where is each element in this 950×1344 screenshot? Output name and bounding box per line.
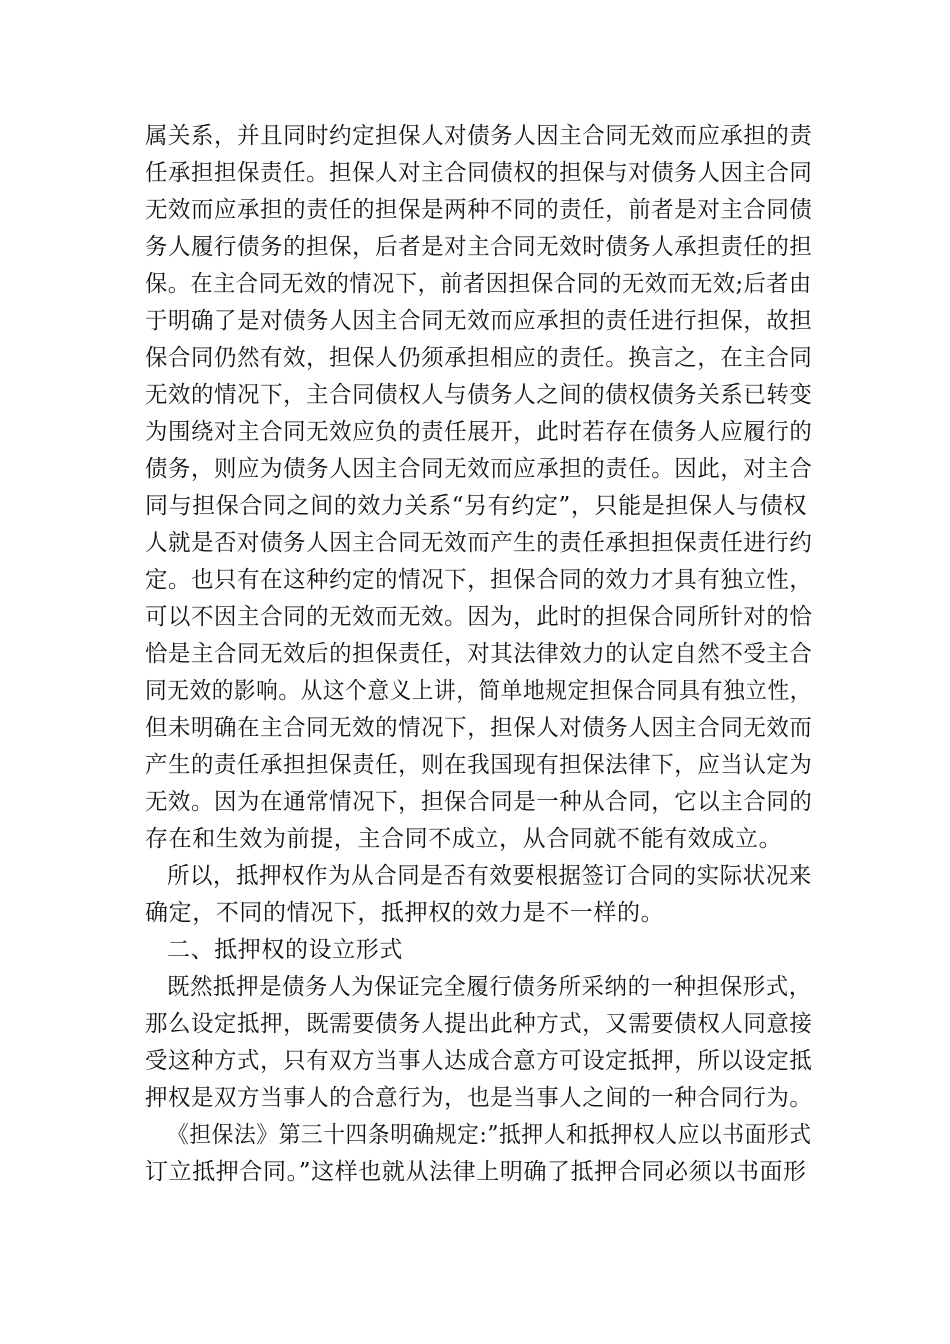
text-line: 任承担担保责任。担保人对主合同债权的担保与对债务人因主合同 bbox=[145, 160, 813, 186]
text-line: 但未明确在主合同无效的情况下，担保人对债务人因主合同无效而 bbox=[145, 715, 813, 741]
text-line: 于明确了是对债务人因主合同无效而应承担的责任进行担保，故担 bbox=[145, 308, 813, 334]
text-line: 为围绕对主合同无效应负的责任展开，此时若存在债务人应履行的 bbox=[145, 419, 813, 445]
text-line: 同与担保合同之间的效力关系“另有约定”，只能是担保人与债权 bbox=[145, 493, 807, 519]
text-line: 可以不因主合同的无效而无效。因为，此时的担保合同所针对的恰 bbox=[145, 604, 813, 630]
text-line: 既然抵押是债务人为保证完全履行债务所采纳的一种担保形式， bbox=[167, 974, 812, 1000]
text-line: 押权是双方当事人的合意行为，也是当事人之间的一种合同行为。 bbox=[145, 1085, 813, 1111]
text-line: 《担保法》第三十四条明确规定:”抵押人和抵押权人应以书面形式 bbox=[167, 1122, 812, 1148]
section-heading: 二、抵押权的设立形式 bbox=[167, 937, 403, 963]
text-line: 保。在主合同无效的情况下，前者因担保合同的无效而无效;后者由 bbox=[145, 271, 812, 297]
text-line: 无效而应承担的责任的担保是两种不同的责任，前者是对主合同债 bbox=[145, 197, 813, 223]
text-line: 无效的情况下，主合同债权人与债务人之间的债权债务关系已转变 bbox=[145, 382, 813, 408]
text-line: 务人履行债务的担保，后者是对主合同无效时债务人承担责任的担 bbox=[145, 234, 813, 260]
text-line: 属关系，并且同时约定担保人对债务人因主合同无效而应承担的责 bbox=[145, 123, 813, 149]
text-line: 无效。因为在通常情况下，担保合同是一种从合同，它以主合同的 bbox=[145, 789, 813, 815]
text-line: 确定，不同的情况下，抵押权的效力是不一样的。 bbox=[145, 900, 665, 926]
text-line: 同无效的影响。从这个意义上讲，简单地规定担保合同具有独立性， bbox=[145, 678, 812, 704]
text-line: 那么设定抵押，既需要债务人提出此种方式，又需要债权人同意接 bbox=[145, 1011, 813, 1037]
text-line: 人就是否对债务人因主合同无效而产生的责任承担担保责任进行约 bbox=[145, 530, 813, 556]
text-line: 存在和生效为前提，主合同不成立，从合同就不能有效成立。 bbox=[145, 826, 783, 852]
text-line: 债务，则应为债务人因主合同无效而应承担的责任。因此，对主合 bbox=[145, 456, 813, 482]
text-line: 保合同仍然有效，担保人仍须承担相应的责任。换言之，在主合同 bbox=[145, 345, 813, 371]
text-line: 受这种方式，只有双方当事人达成合意方可设定抵押，所以设定抵 bbox=[145, 1048, 813, 1074]
text-line: 恰是主合同无效后的担保责任，对其法律效力的认定自然不受主合 bbox=[145, 641, 813, 667]
text-line: 产生的责任承担担保责任，则在我国现有担保法律下，应当认定为 bbox=[145, 752, 813, 778]
text-line: 订立抵押合同。”这样也就从法律上明确了抵押合同必须以书面形 bbox=[145, 1159, 807, 1185]
text-line: 所以，抵押权作为从合同是否有效要根据签订合同的实际状况来 bbox=[167, 863, 812, 889]
text-line: 定。也只有在这种约定的情况下，担保合同的效力才具有独立性， bbox=[145, 567, 813, 593]
